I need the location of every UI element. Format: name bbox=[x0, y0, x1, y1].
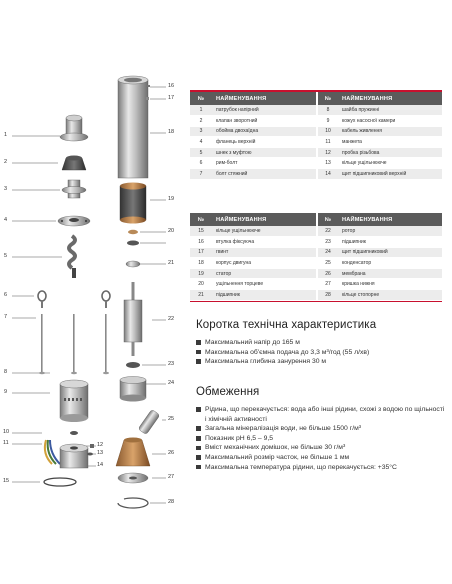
table-row: 6 рим-болт bbox=[190, 158, 316, 169]
callout-24: 24 bbox=[168, 380, 175, 386]
table-header-no: № bbox=[190, 92, 212, 105]
callout-4: 4 bbox=[4, 217, 8, 223]
list-item: Рідина, що перекачується: вода або інші рідини, схожі з водою по щільності і хімічній активності bbox=[196, 405, 446, 424]
table-header-no: № bbox=[318, 213, 338, 226]
table-header-name: НАЙМЕНУВАННЯ bbox=[212, 213, 316, 226]
table-row: 24 щит підшипниковий bbox=[318, 247, 442, 258]
callout-6: 6 bbox=[4, 292, 8, 298]
callout-11: 11 bbox=[3, 440, 9, 446]
callout-19: 19 bbox=[168, 196, 175, 202]
table-row: 11 манжета bbox=[318, 137, 442, 148]
table-row: 4 фланець верхній bbox=[190, 137, 316, 148]
list-item: Показник pH 6,5 – 9,5 bbox=[196, 434, 446, 444]
table-row: 3 обойма двохаїдна bbox=[190, 126, 316, 137]
table-row: 9 кожух насосної камери bbox=[318, 116, 442, 127]
part-4-upper-flange bbox=[58, 216, 90, 226]
callout-3: 3 bbox=[4, 186, 8, 192]
callout-23: 23 bbox=[168, 361, 175, 367]
part-25-capacitor bbox=[138, 409, 160, 434]
table-row: 18 корпус двигуна bbox=[190, 258, 316, 269]
table-row: 22 ротор bbox=[318, 226, 442, 237]
callout-2: 2 bbox=[4, 159, 8, 165]
callout-27: 27 bbox=[168, 474, 175, 480]
limits-list bbox=[196, 405, 446, 472]
parts-table-2 bbox=[318, 92, 442, 180]
table-row: 16 втулка фіксуюча bbox=[190, 237, 316, 248]
table-row: 17 гвинт bbox=[190, 247, 316, 258]
table-row: 14 щит підшипниковий верхній bbox=[318, 169, 442, 180]
parts-table-4 bbox=[318, 213, 442, 301]
part-12-plug bbox=[90, 444, 94, 448]
callout-16: 16 bbox=[168, 83, 175, 89]
list-item: Максимальна глибина занурення 30 м bbox=[196, 357, 446, 367]
part-13-seal-ring bbox=[87, 453, 93, 456]
callout-13: 13 bbox=[97, 450, 104, 456]
part-19-stator bbox=[120, 183, 146, 224]
part-20-21-seal-bearing bbox=[126, 230, 140, 267]
table-row: 5 шнек з муфтою bbox=[190, 147, 316, 158]
callout-14: 14 bbox=[97, 462, 104, 468]
table-row: 12 пробка різьбова bbox=[318, 147, 442, 158]
list-item: Загальна мінералізація води, не більше 1500 г/м³ bbox=[196, 424, 446, 434]
callout-1: 1 bbox=[4, 132, 8, 138]
callout-20: 20 bbox=[168, 228, 175, 234]
part-9-pump-chamber-casing bbox=[60, 380, 88, 422]
part-2-check-valve bbox=[62, 156, 86, 171]
part-1-discharge-outlet bbox=[60, 115, 88, 141]
callout-10: 10 bbox=[3, 429, 10, 435]
table-header-name: НАЙМЕНУВАННЯ bbox=[212, 92, 316, 105]
table-row: 20 ущільнення торцеве bbox=[190, 279, 316, 290]
pump-parts-drawing bbox=[0, 0, 192, 584]
table-row: 26 мембрана bbox=[318, 268, 442, 279]
parts-table-3 bbox=[190, 213, 316, 301]
part-10-power-cable bbox=[45, 440, 60, 464]
part-27-bottom-cover bbox=[118, 473, 148, 483]
specs-list bbox=[196, 338, 446, 367]
table-row: 10 кабель живлення bbox=[318, 126, 442, 137]
limits-title: Обмеження bbox=[196, 386, 260, 398]
part-14-upper-bearing-shield bbox=[60, 444, 88, 468]
table-row: 23 підшипник bbox=[318, 237, 442, 248]
callout-17: 17 bbox=[168, 95, 175, 101]
part-28-retaining-ring bbox=[118, 498, 148, 508]
callout-25: 25 bbox=[168, 416, 175, 422]
callout-21: 21 bbox=[168, 260, 175, 266]
table-header-name: НАЙМЕНУВАННЯ bbox=[338, 92, 442, 105]
callout-7: 7 bbox=[4, 314, 8, 320]
tables-bottom-accent-line bbox=[190, 301, 442, 302]
table-header-no: № bbox=[318, 92, 338, 105]
part-15-o-ring bbox=[44, 478, 76, 486]
part-3-clip bbox=[62, 180, 86, 198]
callout-5: 5 bbox=[4, 253, 8, 259]
table-row: 28 кільце стопорне bbox=[318, 290, 442, 301]
callout-18: 18 bbox=[168, 129, 175, 135]
part-22-rotor bbox=[124, 282, 142, 356]
list-item: Вміст механічних домішок, не більше 30 г/м³ bbox=[196, 443, 446, 453]
part-7-tie-bolts bbox=[41, 314, 107, 372]
table-row: 27 кришка нижня bbox=[318, 279, 442, 290]
part-24-bearing-shield bbox=[120, 377, 146, 402]
parts-table-1 bbox=[190, 92, 316, 180]
part-23-bearing bbox=[126, 362, 140, 368]
callout-22: 22 bbox=[168, 316, 175, 322]
part-5-auger bbox=[69, 236, 76, 278]
table-row: 1 патрубок напірний bbox=[190, 105, 316, 116]
part-26-membrane bbox=[116, 438, 150, 467]
table-header-name: НАЙМЕНУВАННЯ bbox=[338, 213, 442, 226]
part-18-motor-housing bbox=[118, 76, 148, 178]
callout-12: 12 bbox=[97, 442, 104, 448]
list-item: Максимальна температура рідини, що перекачується: +35°С bbox=[196, 463, 446, 473]
callout-15: 15 bbox=[3, 478, 10, 484]
table-row: 21 підшипник bbox=[190, 290, 316, 301]
table-row: 15 кільце ущільнююче bbox=[190, 226, 316, 237]
list-item: Максимальний напір до 165 м bbox=[196, 338, 446, 348]
table-row: 2 клапан зворотний bbox=[190, 116, 316, 127]
table-row: 25 конденсатор bbox=[318, 258, 442, 269]
specs-title: Коротка технічна характеристика bbox=[196, 319, 377, 331]
list-item: Максимальна об'ємна подача до 3,3 м³/год (55 л/хв) bbox=[196, 348, 446, 358]
callout-9: 9 bbox=[4, 389, 8, 395]
callout-8: 8 bbox=[4, 369, 8, 375]
table-row: 7 болт стяжний bbox=[190, 169, 316, 180]
callout-26: 26 bbox=[168, 450, 175, 456]
callout-28: 28 bbox=[168, 499, 175, 505]
table-row: 19 статор bbox=[190, 268, 316, 279]
table-row: 13 кільце ущільнююче bbox=[318, 158, 442, 169]
table-row: 8 шайба пружинні bbox=[318, 105, 442, 116]
part-6-eye-bolts bbox=[38, 291, 110, 308]
table-header-no: № bbox=[190, 213, 212, 226]
part-11-cuff bbox=[70, 431, 78, 435]
list-item: Максимальний розмір часток, не більше 1 мм bbox=[196, 453, 446, 463]
exploded-pump-diagram bbox=[0, 0, 192, 584]
